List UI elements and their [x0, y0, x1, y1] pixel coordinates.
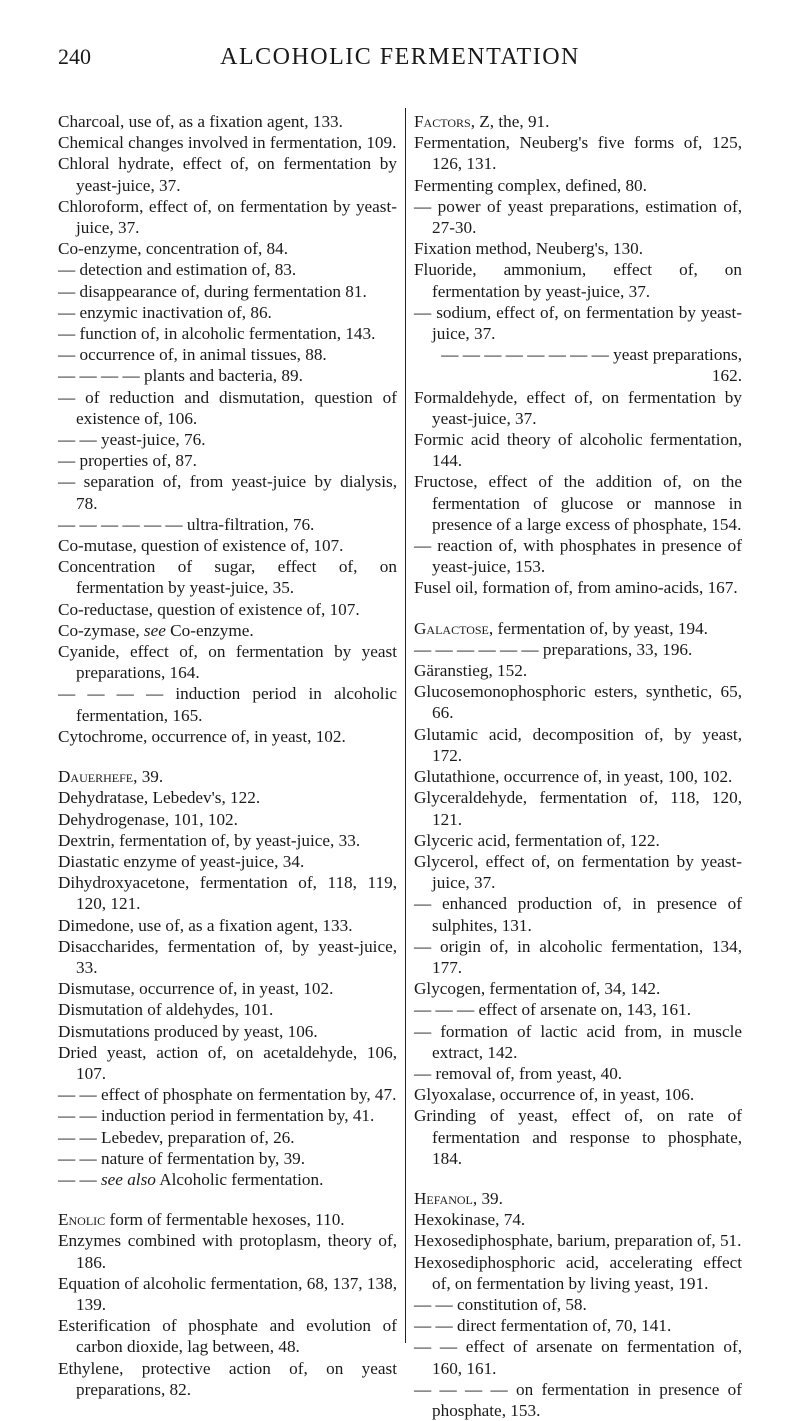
index-entry	[58, 1273, 397, 1315]
index-entry	[414, 978, 742, 999]
entry-text: , 39.	[472, 1188, 503, 1208]
entry-text: Glutamic acid, decomposition of, by yeast, 172.	[414, 724, 742, 765]
entry-text: — — effect of arsenate on fermentation of, 160, 161.	[414, 1337, 742, 1378]
entry-text: — — — — induction period in alcoholic fermentation, 165.	[58, 684, 397, 725]
entry-text: Chloral hydrate, effect of, on fermentation by yeast-juice, 37.	[58, 154, 397, 195]
index-entry	[58, 302, 397, 323]
index-entry	[414, 132, 742, 174]
entry-text: Hexokinase, 74.	[414, 1210, 526, 1230]
index-entry	[58, 365, 397, 386]
index-entry	[414, 893, 742, 935]
index-entry	[58, 450, 397, 471]
index-entry	[414, 999, 742, 1020]
index-entry	[58, 429, 397, 450]
index-entry	[58, 1021, 397, 1042]
entry-text: — occurrence of, in animal tissues, 88.	[58, 345, 327, 365]
index-entry	[414, 787, 742, 829]
index-entry	[58, 830, 397, 851]
entry-text: Co-enzyme.	[165, 620, 254, 640]
column-divider	[405, 108, 406, 1343]
index-entry	[58, 1042, 397, 1084]
index-column-right	[414, 111, 742, 1421]
entry-text: Equation of alcoholic fermentation, 68, 137, 138, 139.	[58, 1273, 397, 1314]
index-entry	[58, 851, 397, 872]
entry-text: — — — — — — preparations, 33, 196.	[414, 639, 693, 659]
entry-text: Cyanide, effect of, on fermentation by yeast preparations, 164.	[58, 642, 397, 683]
entry-text: Diastatic enzyme of yeast-juice, 34.	[58, 851, 305, 871]
entry-text: Glyoxalase, occurrence of, in yeast, 106.	[414, 1085, 695, 1105]
index-entry	[414, 387, 742, 429]
entry-text: — properties of, 87.	[58, 451, 197, 471]
entry-text: , 39.	[133, 767, 164, 787]
entry-text: Fermentation, Neuberg's five forms of, 125, 126, 131.	[414, 133, 742, 174]
running-title: ALCOHOLIC FERMENTATION	[220, 44, 580, 70]
index-entry	[414, 111, 742, 132]
index-entry	[58, 259, 397, 280]
index-entry	[58, 387, 397, 429]
page-number: 240	[58, 44, 91, 69]
index-entry	[58, 535, 397, 556]
index-entry	[414, 344, 742, 386]
entry-text: Fermenting complex, defined, 80.	[414, 175, 647, 195]
index-entry	[414, 259, 742, 301]
entry-text: Hexosediphosphoric acid, accelerating effect of, on fermentation by living yeast, 191.	[414, 1252, 742, 1293]
entry-text: Dried yeast, action of, on acetaldehyde, 106, 107.	[58, 1042, 397, 1083]
entry-text: Alcoholic fermentation.	[155, 1169, 324, 1189]
index-entry	[414, 1105, 742, 1169]
index-entry	[58, 196, 397, 238]
index-entry	[414, 175, 742, 196]
entry-text: Cytochrome, occurrence of, in yeast, 102.	[58, 726, 346, 746]
index-entry	[58, 1230, 397, 1272]
index-entry	[414, 429, 742, 471]
entry-text: — — effect of phosphate on fermentation by, 47.	[58, 1085, 397, 1105]
index-entry	[58, 936, 397, 978]
entry-text: — detection and estimation of, 83.	[58, 260, 297, 280]
index-entry	[58, 620, 397, 641]
entry-text: Co-enzyme, concentration of, 84.	[58, 239, 289, 259]
entry-text: — reaction of, with phosphates in presence of yeast-juice, 153.	[414, 536, 742, 577]
cross-reference: see also	[100, 1169, 156, 1189]
entry-text: Glutathione, occurrence of, in yeast, 100, 102.	[414, 767, 733, 787]
index-entry	[414, 302, 742, 344]
entry-text: Dismutation of aldehydes, 101.	[58, 1000, 274, 1020]
entry-text: — — yeast-juice, 76.	[58, 430, 206, 450]
entry-text: Glycogen, fermentation of, 34, 142.	[414, 979, 661, 999]
index-entry	[414, 471, 742, 535]
entry-text: — — — effect of arsenate on, 143, 161.	[414, 1000, 691, 1020]
index-entry	[58, 726, 397, 747]
entry-text: Glyceric acid, fermentation of, 122.	[414, 830, 660, 850]
index-entry	[58, 809, 397, 830]
index-entry	[58, 1358, 397, 1400]
index-entry	[414, 1379, 742, 1421]
entry-text: Glyceraldehyde, fermentation of, 118, 120, 121.	[414, 788, 742, 829]
index-entry	[414, 639, 742, 660]
index-entry	[414, 936, 742, 978]
index-entry	[414, 535, 742, 577]
index-entry	[58, 1209, 397, 1230]
index-entry	[414, 1294, 742, 1315]
entry-text: Dismutations produced by yeast, 106.	[58, 1021, 318, 1041]
entry-text: , Z, the, 91.	[470, 112, 550, 131]
entry-text: Fructose, effect of the addition of, on the fermentation of glucose or mannose in presence of a large excess of phosphate, 154.	[414, 472, 742, 534]
index-entry	[58, 556, 397, 598]
index-entry	[58, 111, 397, 132]
entry-text: — separation of, from yeast-juice by dialysis, 78.	[58, 472, 397, 513]
entry-text: Fusel oil, formation of, from amino-acids, 167.	[414, 578, 738, 598]
entry-text: — origin of, in alcoholic fermentation, 134, 177.	[414, 936, 742, 977]
index-column-left	[58, 111, 397, 1400]
entry-text: Co-mutase, question of existence of, 107.	[58, 536, 344, 556]
index-entry	[58, 766, 397, 787]
entry-text: form of fermentable hexoses, 110.	[105, 1210, 345, 1230]
index-entry	[414, 1209, 742, 1230]
index-entry	[58, 323, 397, 344]
index-entry	[414, 1336, 742, 1378]
entry-text: Formaldehyde, effect of, on fermentation by yeast-juice, 37.	[414, 387, 742, 428]
entry-text: — power of yeast preparations, estimation of, 27-30.	[414, 196, 742, 238]
entry-text: Dimedone, use of, as a fixation agent, 133.	[58, 915, 353, 935]
entry-text: Charcoal, use of, as a fixation agent, 133.	[58, 112, 343, 131]
entry-text: — — constitution of, 58.	[414, 1294, 587, 1314]
entry-text: — — — — — — — — yeast preparations, 162.	[441, 345, 742, 386]
index-entry	[58, 1315, 397, 1357]
index-letter-heading: Enolic	[58, 1210, 106, 1230]
index-entry	[58, 999, 397, 1020]
index-entry	[414, 766, 742, 787]
entry-text: Dismutase, occurrence of, in yeast, 102.	[58, 979, 334, 999]
entry-text: Dehydrogenase, 101, 102.	[58, 809, 238, 829]
entry-text: Concentration of sugar, effect of, on fermentation by yeast-juice, 35.	[58, 557, 397, 598]
index-entry	[414, 660, 742, 681]
entry-text: Dextrin, fermentation of, by yeast-juice, 33.	[58, 830, 361, 850]
index-entry	[58, 1169, 397, 1190]
entry-text: — — — — — — ultra-filtration, 76.	[58, 514, 315, 534]
index-entry	[414, 1230, 742, 1251]
entry-text: — enhanced production of, in presence of sulphites, 131.	[414, 894, 742, 935]
index-entry	[414, 724, 742, 766]
index-entry	[414, 1063, 742, 1084]
entry-text: — — induction period in fermentation by, 41.	[58, 1106, 375, 1126]
index-entry	[58, 599, 397, 620]
cross-reference: see	[143, 620, 166, 640]
index-entry	[58, 787, 397, 808]
entry-text: Dehydratase, Lebedev's, 122.	[58, 788, 261, 808]
page-header	[58, 44, 742, 84]
index-entry	[58, 153, 397, 195]
entry-text: — enzymic inactivation of, 86.	[58, 302, 272, 322]
index-entry	[58, 978, 397, 999]
entry-text: Grinding of yeast, effect of, on rate of fermentation and response to phosphate, 184.	[414, 1106, 742, 1168]
index-entry	[58, 471, 397, 513]
entry-text: — sodium, effect of, on fermentation by yeast-juice, 37.	[414, 302, 742, 344]
index-entry	[414, 1084, 742, 1105]
index-entry	[414, 1021, 742, 1063]
entry-text: — formation of lactic acid from, in muscle extract, 142.	[414, 1021, 742, 1062]
index-entry	[58, 514, 397, 535]
index-letter-heading: Factors	[414, 112, 471, 131]
entry-text: Formic acid theory of alcoholic fermentation, 144.	[414, 430, 742, 471]
entry-text: — — — — on fermentation in presence of phosphate, 153.	[414, 1379, 742, 1420]
index-letter-heading: Galactose	[414, 618, 489, 638]
index-entry	[58, 1127, 397, 1148]
entry-text: Chloroform, effect of, on fermentation by yeast-juice, 37.	[58, 196, 397, 238]
entry-text: Fluoride, ammonium, effect of, on fermentation by yeast-juice, 37.	[414, 260, 742, 301]
entry-text: — — direct fermentation of, 70, 141.	[414, 1316, 672, 1336]
entry-text: — — — — plants and bacteria, 89.	[58, 366, 303, 386]
entry-text: Glycerol, effect of, on fermentation by yeast-juice, 37.	[414, 851, 742, 893]
index-entry	[414, 618, 742, 639]
index-entry	[414, 238, 742, 259]
index-entry	[414, 196, 742, 238]
index-entry	[58, 238, 397, 259]
entry-text: Enzymes combined with protoplasm, theory of, 186.	[58, 1231, 397, 1272]
index-entry	[414, 830, 742, 851]
index-entry	[414, 851, 742, 893]
index-entry	[414, 1252, 742, 1294]
entry-text: Gäranstieg, 152.	[414, 661, 528, 681]
index-entry	[58, 915, 397, 936]
entry-text: , fermentation of, by yeast, 194.	[488, 618, 708, 638]
index-entry	[58, 1084, 397, 1105]
entry-text: Hexosediphosphate, barium, preparation of, 51.	[414, 1231, 742, 1251]
index-letter-heading: Hefanol	[414, 1188, 473, 1208]
entry-text: Co-reductase, question of existence of, 107.	[58, 599, 360, 619]
index-entry	[58, 1148, 397, 1169]
index-entry	[58, 872, 397, 914]
index-entry	[58, 641, 397, 683]
entry-text: — of reduction and dismutation, question of existence of, 106.	[58, 387, 397, 428]
entry-text: — — nature of fermentation by, 39.	[58, 1148, 306, 1168]
entry-text: — disappearance of, during fermentation 81.	[58, 281, 367, 301]
index-letter-heading: Dauerhefe	[58, 767, 134, 787]
entry-text: Co-zymase,	[58, 620, 144, 640]
index-entry	[58, 683, 397, 725]
index-entry	[414, 681, 742, 723]
entry-text: Dihydroxyacetone, fermentation of, 118, 119, 120, 121.	[58, 873, 397, 914]
entry-text: Chemical changes involved in fermentation, 109.	[58, 133, 397, 153]
index-entry	[58, 1105, 397, 1126]
index-entry	[58, 344, 397, 365]
entry-text: — function of, in alcoholic fermentation, 143.	[58, 324, 376, 344]
entry-text: — —	[58, 1169, 101, 1189]
index-entry	[58, 281, 397, 302]
entry-text: Glucosemonophosphoric esters, synthetic, 65, 66.	[414, 682, 742, 723]
entry-text: — — Lebedev, preparation of, 26.	[58, 1127, 295, 1147]
index-entry	[414, 577, 742, 598]
entry-text: Disaccharides, fermentation of, by yeast-juice, 33.	[58, 936, 397, 977]
entry-text: Ethylene, protective action of, on yeast preparations, 82.	[58, 1358, 397, 1399]
index-entry	[414, 1188, 742, 1209]
index-entry	[58, 132, 397, 153]
entry-text: Esterification of phosphate and evolution of carbon dioxide, lag between, 48.	[58, 1316, 397, 1357]
entry-text: — removal of, from yeast, 40.	[414, 1063, 623, 1083]
index-entry	[414, 1315, 742, 1336]
entry-text: Fixation method, Neuberg's, 130.	[414, 239, 644, 259]
